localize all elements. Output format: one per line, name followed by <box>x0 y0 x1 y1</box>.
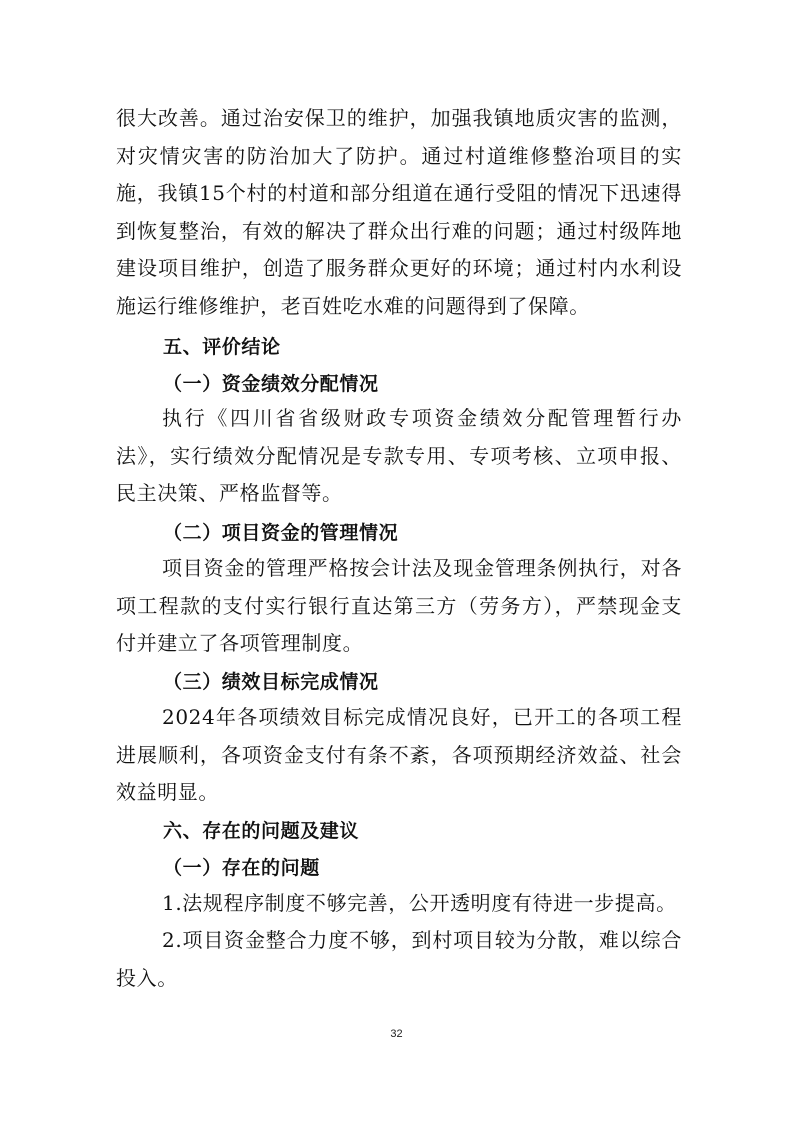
section-heading-evaluation-conclusion: 五、评价结论 <box>163 336 281 358</box>
body-paragraph-continued: 很大改善。通过治安保卫的维护，加强我镇地质灾害的监测，对灾情灾害的防治加大了防护。通过村道维修整治项目的实施，我镇15个村的村道和部分组道在通行受阻的情况下迅速得到恢复整治，有效的解决了群众出行难的问题；通过村级阵地建设项目维护，创造了服务群众更好的环境；通过村内水利设施运行维修维护，老百姓吃水难的问题得到了保障。 <box>116 106 682 318</box>
subsection-heading-existing-problems: （一）存在的问题 <box>163 857 320 879</box>
subsection-heading-fund-management: （二）项目资金的管理情况 <box>163 522 399 544</box>
list-item-problem-1: 1.法规程序制度不够完善，公开透明度有待进一步提高。 <box>162 891 677 915</box>
subsection-heading-fund-performance: （一）资金绩效分配情况 <box>163 373 379 395</box>
subsection-heading-goal-completion: （三）绩效目标完成情况 <box>163 671 379 693</box>
body-paragraph-fund-management: 项目资金的管理严格按会计法及现金管理条例执行，对各项工程款的支付实行银行直达第三方（劳务方），严禁现金支付并建立了各项管理制度。 <box>116 556 682 655</box>
body-paragraph-goal-completion: 2024年各项绩效目标完成情况良好，已开工的各项工程进展顺利，各项资金支付有条不紊，各项预期经济效益、社会效益明显。 <box>116 705 682 804</box>
list-item-problem-2: 2.项目资金整合力度不够，到村项目较为分散，难以综合投入。 <box>116 928 682 990</box>
body-paragraph-fund-performance: 执行《四川省省级财政专项资金绩效分配管理暂行办法》，实行绩效分配情况是专款专用、专项考核、立项申报、民主决策、严格监督等。 <box>116 406 682 505</box>
section-heading-problems-suggestions: 六、存在的问题及建议 <box>163 820 360 842</box>
page-number: 32 <box>390 1028 403 1040</box>
